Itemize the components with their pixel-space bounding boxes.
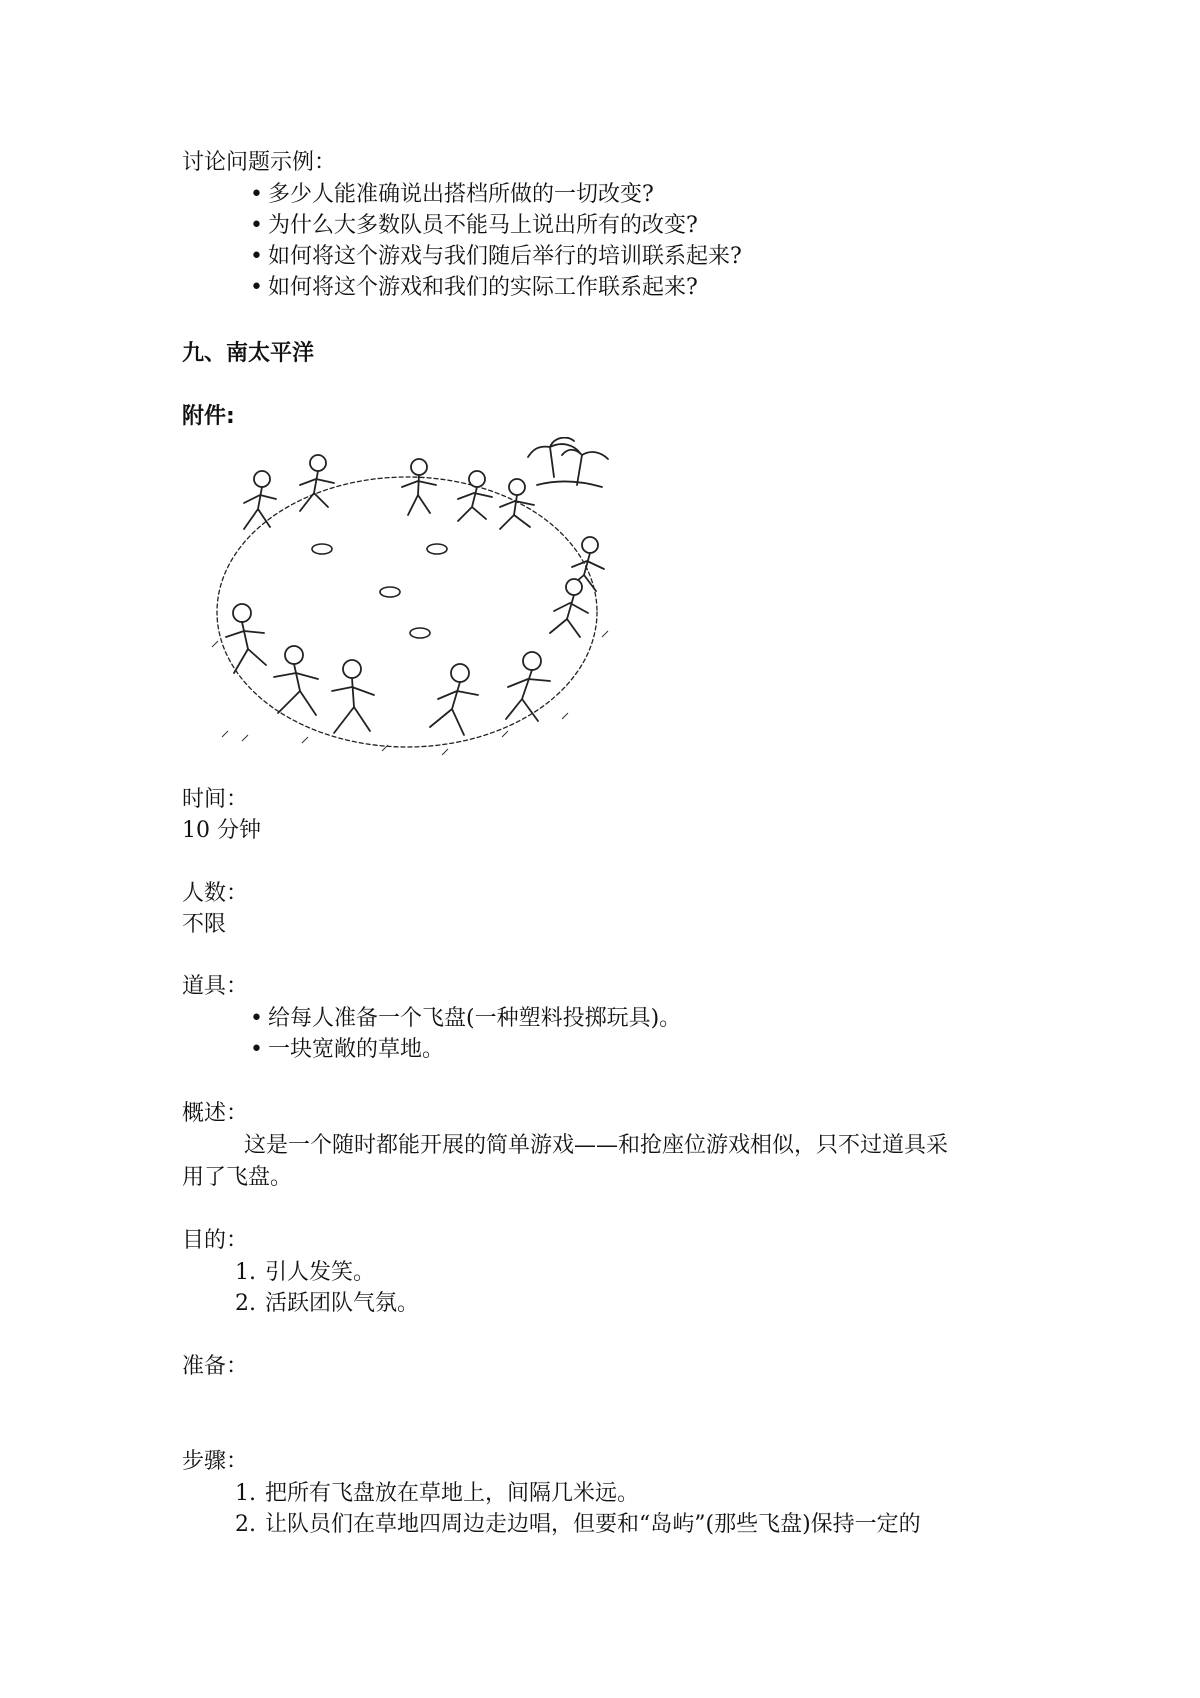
purpose-item-text: 活跃团队气氛。 — [265, 1291, 420, 1316]
purpose-item — [235, 1289, 419, 1319]
people-label: 人数： — [182, 881, 249, 906]
steps-item-number: 1. — [235, 1481, 256, 1506]
time-value: 10 分钟 — [182, 818, 261, 843]
purpose-item-text: 引人发笑。 — [265, 1260, 376, 1285]
overview-line: 这是一个随时都能开展的简单游戏——和抢座位游戏相似，只不过道具采 — [244, 1133, 949, 1158]
purpose-item-number: 1. — [235, 1260, 256, 1285]
steps-item — [235, 1479, 639, 1509]
people-value: 不限 — [182, 912, 227, 937]
steps-label: 步骤： — [182, 1449, 249, 1474]
props-item: • 一块宽敞的草地。 — [250, 1035, 444, 1065]
discussion-heading: 讨论问题示例： — [182, 150, 337, 175]
props-item: • 给每人准备一个飞盘(一种塑料投掷玩具)。 — [250, 1004, 681, 1034]
attachment-label: 附件: — [182, 404, 235, 429]
time-label: 时间： — [182, 787, 249, 812]
props-label: 道具： — [182, 974, 249, 999]
purpose-label: 目的： — [182, 1228, 249, 1253]
steps-item-text: 让队员们在草地四周边走边唱，但要和“岛屿”(那些飞盘)保持一定的 — [265, 1512, 921, 1537]
purpose-item-number: 2. — [235, 1291, 256, 1316]
steps-item-number: 2. — [235, 1512, 256, 1537]
discussion-item: • 多少人能准确说出搭档所做的一切改变? — [250, 180, 654, 210]
discussion-item: • 为什么大多数队员不能马上说出所有的改变? — [250, 211, 698, 241]
steps-item — [235, 1510, 921, 1540]
overview-label: 概述： — [182, 1101, 249, 1126]
discussion-item: • 如何将这个游戏和我们的实际工作联系起来? — [250, 273, 698, 303]
section-title: 九、南太平洋 — [182, 341, 315, 366]
prep-label: 准备： — [182, 1354, 249, 1379]
overview-line: 用了飞盘。 — [182, 1165, 293, 1190]
steps-item-text: 把所有飞盘放在草地上，间隔几米远。 — [265, 1481, 640, 1506]
purpose-item — [235, 1258, 375, 1288]
discussion-item: • 如何将这个游戏与我们随后举行的培训联系起来? — [250, 242, 742, 272]
frisbee-circle-illustration-icon — [182, 437, 637, 775]
